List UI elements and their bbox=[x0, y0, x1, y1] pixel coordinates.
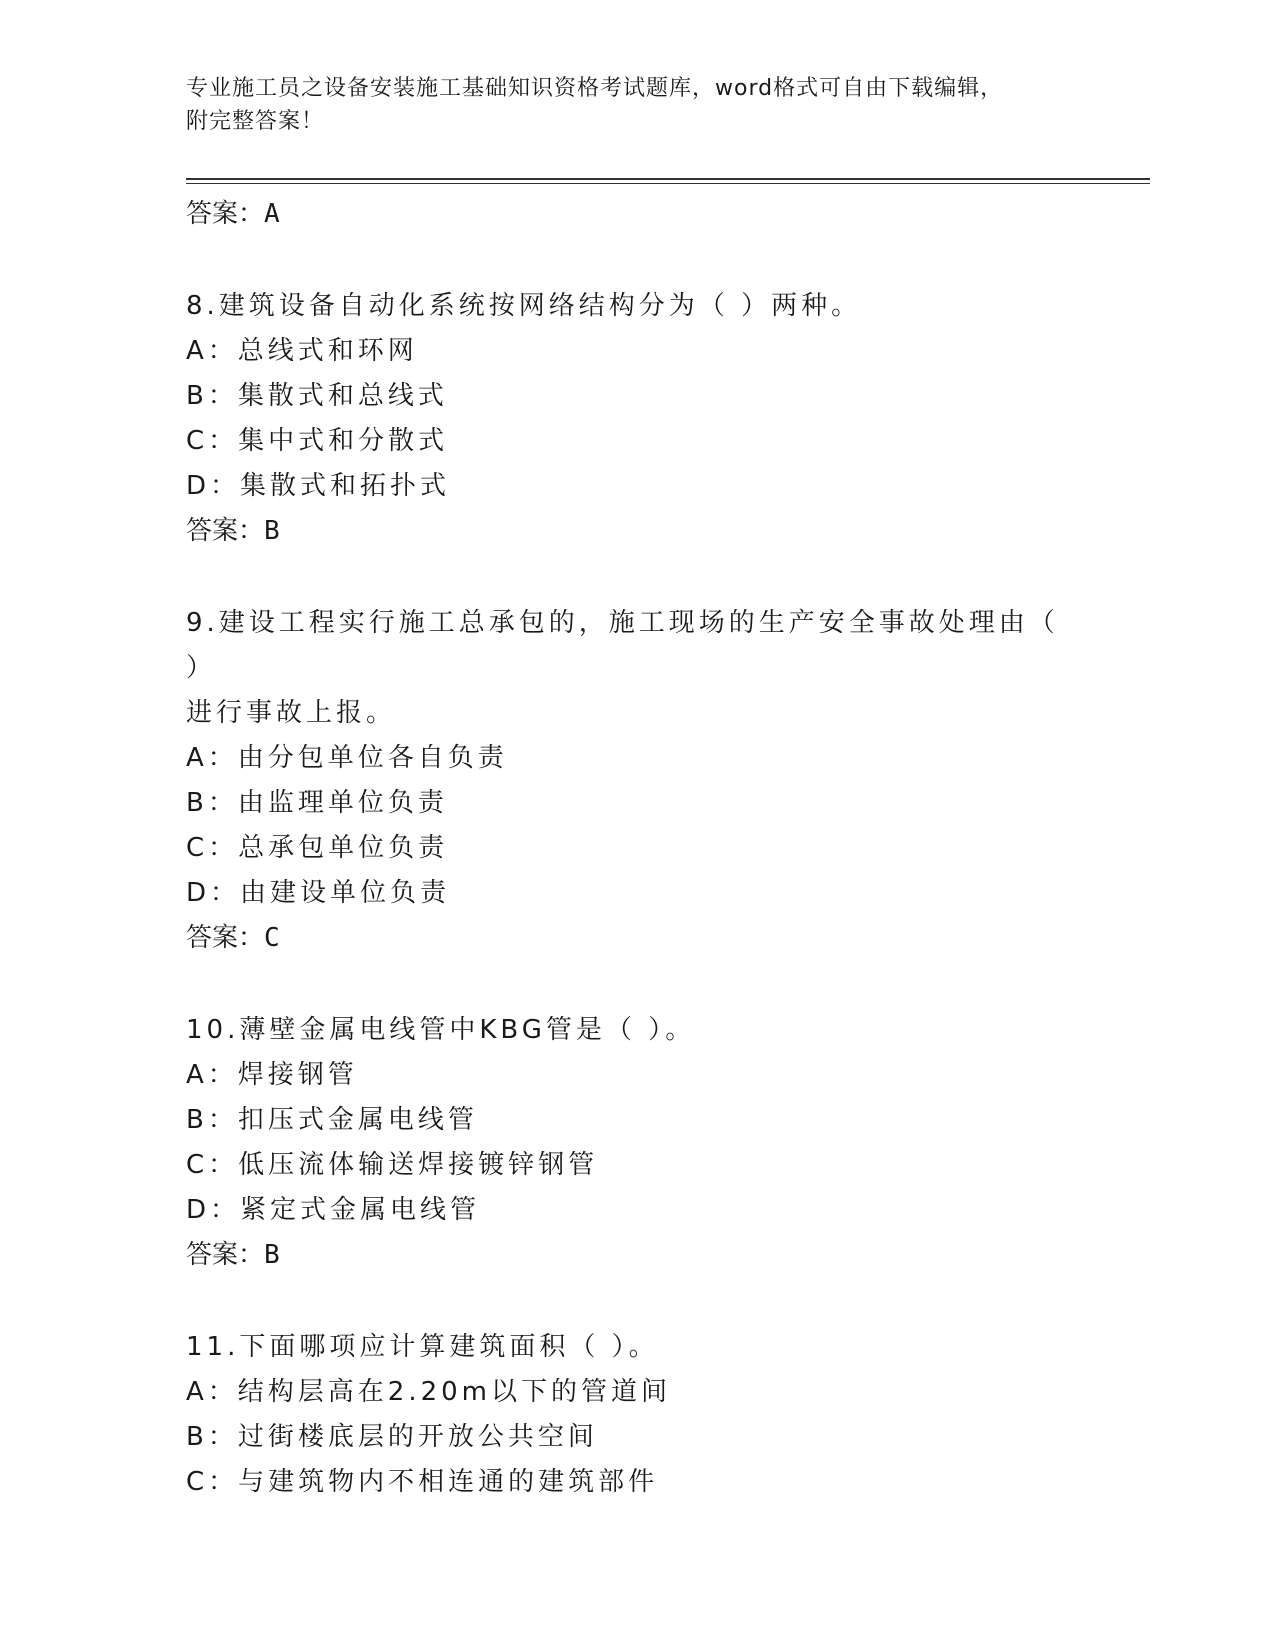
question-item bbox=[186, 601, 1086, 961]
answer-line: 答案：B bbox=[186, 1240, 280, 1270]
header-line-1: 专业施工员之设备安装施工基础知识资格考试题库，word格式可自由下载编辑， bbox=[186, 76, 1004, 101]
question-item bbox=[186, 1008, 1086, 1278]
option-d: D：由建设单位负责 bbox=[186, 878, 451, 908]
answer-line: 答案：C bbox=[186, 923, 280, 953]
option-b: B：扣压式金属电线管 bbox=[186, 1105, 478, 1135]
document-header bbox=[186, 72, 1086, 138]
option-c: C：总承包单位负责 bbox=[186, 833, 449, 863]
header-line-2: 附完整答案！ bbox=[186, 109, 325, 134]
header-divider bbox=[186, 178, 1150, 180]
question-item bbox=[186, 284, 1086, 554]
header-divider-thin bbox=[186, 183, 1150, 184]
question-text: 10.薄壁金属电线管中KBG管是（ ）。 bbox=[186, 1015, 696, 1045]
option-d: D：集散式和拓扑式 bbox=[186, 471, 451, 501]
answer-line: 答案：B bbox=[186, 516, 280, 546]
question-text-line-2: 进行事故上报。 bbox=[186, 698, 397, 728]
answer-line: 答案：A bbox=[186, 199, 280, 229]
option-a: A：由分包单位各自负责 bbox=[186, 743, 508, 773]
question-text: 8.建筑设备自动化系统按网络结构分为（ ）两种。 bbox=[186, 291, 862, 321]
question-list bbox=[186, 192, 1086, 1505]
option-d: D：紧定式金属电线管 bbox=[186, 1195, 481, 1225]
option-c: C：集中式和分散式 bbox=[186, 426, 449, 456]
option-a: A：结构层高在2.20m以下的管道间 bbox=[186, 1377, 672, 1407]
question-item bbox=[186, 1325, 1086, 1505]
question-text: 11.下面哪项应计算建筑面积（ ）。 bbox=[186, 1332, 659, 1362]
option-c: C：与建筑物内不相连通的建筑部件 bbox=[186, 1467, 659, 1497]
question-text-line-1: 9.建设工程实行施工总承包的，施工现场的生产安全事故处理由（ ） bbox=[186, 608, 1059, 683]
option-c: C：低压流体输送焊接镀锌钢管 bbox=[186, 1150, 599, 1180]
option-a: A：焊接钢管 bbox=[186, 1060, 358, 1090]
option-a: A：总线式和环网 bbox=[186, 336, 418, 366]
option-b: B：由监理单位负责 bbox=[186, 788, 448, 818]
option-b: B：过街楼底层的开放公共空间 bbox=[186, 1422, 598, 1452]
option-b: B：集散式和总线式 bbox=[186, 381, 448, 411]
